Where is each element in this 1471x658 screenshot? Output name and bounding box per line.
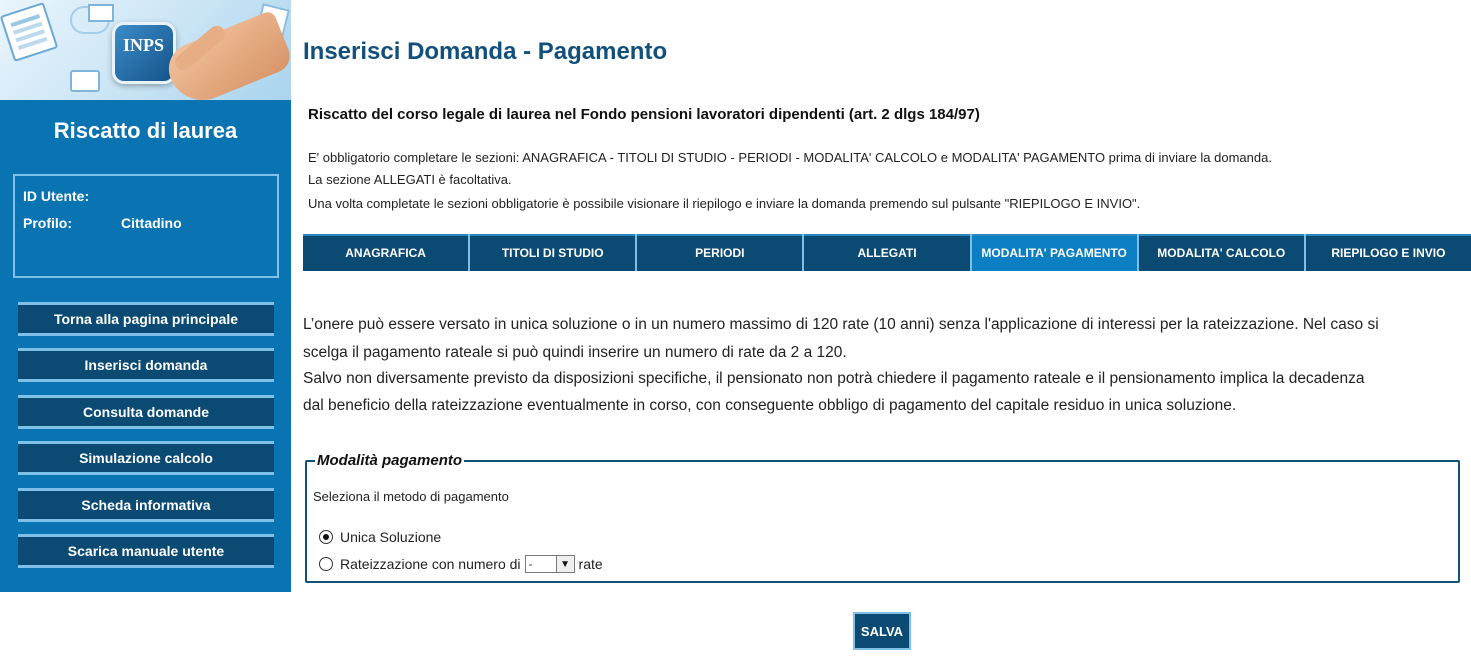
description-line: dal beneficio della rateizzazione eventualmente in corso, con conseguente obbligo di pagamento del capitale residuo in unica soluzione.: [303, 397, 1237, 414]
user-id-label: ID Utente:: [23, 188, 90, 204]
installments-radio[interactable]: [319, 557, 333, 571]
info-line: E' obbligatorio completare le sezioni: ANAGRAFICA - TITOLI DI STUDIO - PERIODI - MODALITA' CALCOLO e MODALITA' PAGAMENTO prima di inviare la domanda.: [308, 150, 1272, 165]
tab-periodi[interactable]: PERIODI: [637, 234, 804, 271]
description-line: Salvo non diversamente previsto da disposizioni specifiche, il pensionato non potrà chiedere il pagamento rateale e il pensionamento implica la decadenza: [303, 370, 1365, 387]
user-profile-label: Profilo:: [23, 215, 72, 231]
info-line: Una volta completate le sezioni obbligatorie è possibile visionare il riepilogo e inviare la domanda premendo sul pulsante "RIEPILOGO E INVIO".: [308, 196, 1141, 211]
page-subtitle: Riscatto del corso legale di laurea nel Fondo pensioni lavoratori dipendenti (art. 2 dlgs 184/97): [308, 106, 980, 123]
sidebar-title: Riscatto di laurea: [53, 118, 238, 143]
option-installments-row: [319, 555, 603, 573]
nav-manual-download-button[interactable]: Scarica manuale utente: [18, 534, 274, 568]
nav-home-button[interactable]: Torna alla pagina principale: [18, 302, 274, 336]
payment-method-label: Seleziona il metodo di pagamento: [313, 489, 509, 504]
newspaper-icon: [0, 2, 58, 62]
user-id-row: [23, 188, 89, 204]
info-line: La sezione ALLEGATI è facoltativa.: [308, 172, 512, 187]
inps-logo: INPS: [112, 22, 176, 84]
tab-allegati[interactable]: ALLEGATI: [804, 234, 971, 271]
user-profile-row: [23, 215, 182, 231]
single-payment-radio[interactable]: [319, 530, 333, 544]
nav-insert-request-button[interactable]: Inserisci domanda: [18, 348, 274, 382]
nav-info-sheet-button[interactable]: Scheda informativa: [18, 488, 274, 522]
save-button[interactable]: SALVA: [853, 612, 911, 650]
monitor-icon: [70, 70, 100, 92]
tab-modalita-calcolo[interactable]: MODALITA' CALCOLO: [1139, 234, 1306, 271]
tab-modalita-pagamento[interactable]: MODALITA' PAGAMENTO: [972, 234, 1139, 271]
mail-icon: [88, 4, 114, 22]
description-line: scelga il pagamento rateale si può quindi inserire un numero di rate da 2 a 120.: [303, 344, 847, 361]
installments-count-select[interactable]: [525, 555, 575, 573]
single-payment-label: Unica Soluzione: [340, 529, 442, 545]
chevron-down-icon: ▼: [556, 556, 574, 572]
section-tabs: [303, 234, 1471, 271]
payment-method-legend: Modalità pagamento: [317, 452, 463, 469]
tab-riepilogo-e-invio[interactable]: RIEPILOGO E INVIO: [1306, 234, 1471, 271]
payment-method-fieldset: [305, 452, 1460, 583]
user-info-box: [13, 174, 279, 278]
description-line: L’onere può essere versato in unica soluzione o in un numero massimo di 120 rate (10 anni) senza l'applicazione di interessi per la rateizzazione. Nel caso si: [303, 316, 1379, 333]
nav-consult-requests-button[interactable]: Consulta domande: [18, 395, 274, 429]
option-single-row: [319, 529, 441, 545]
page-title: Inserisci Domanda - Pagamento: [303, 38, 668, 65]
sidebar: [0, 0, 291, 592]
installments-label: Rateizzazione con numero di: [340, 556, 521, 572]
user-profile-value: Cittadino: [121, 215, 182, 231]
installments-select-value: -: [528, 557, 533, 571]
header-banner-image: [0, 0, 291, 100]
installments-suffix: rate: [578, 556, 603, 572]
tab-titoli-di-studio[interactable]: TITOLI DI STUDIO: [470, 234, 637, 271]
nav-simulation-button[interactable]: Simulazione calcolo: [18, 441, 274, 475]
tab-anagrafica[interactable]: ANAGRAFICA: [303, 234, 470, 271]
